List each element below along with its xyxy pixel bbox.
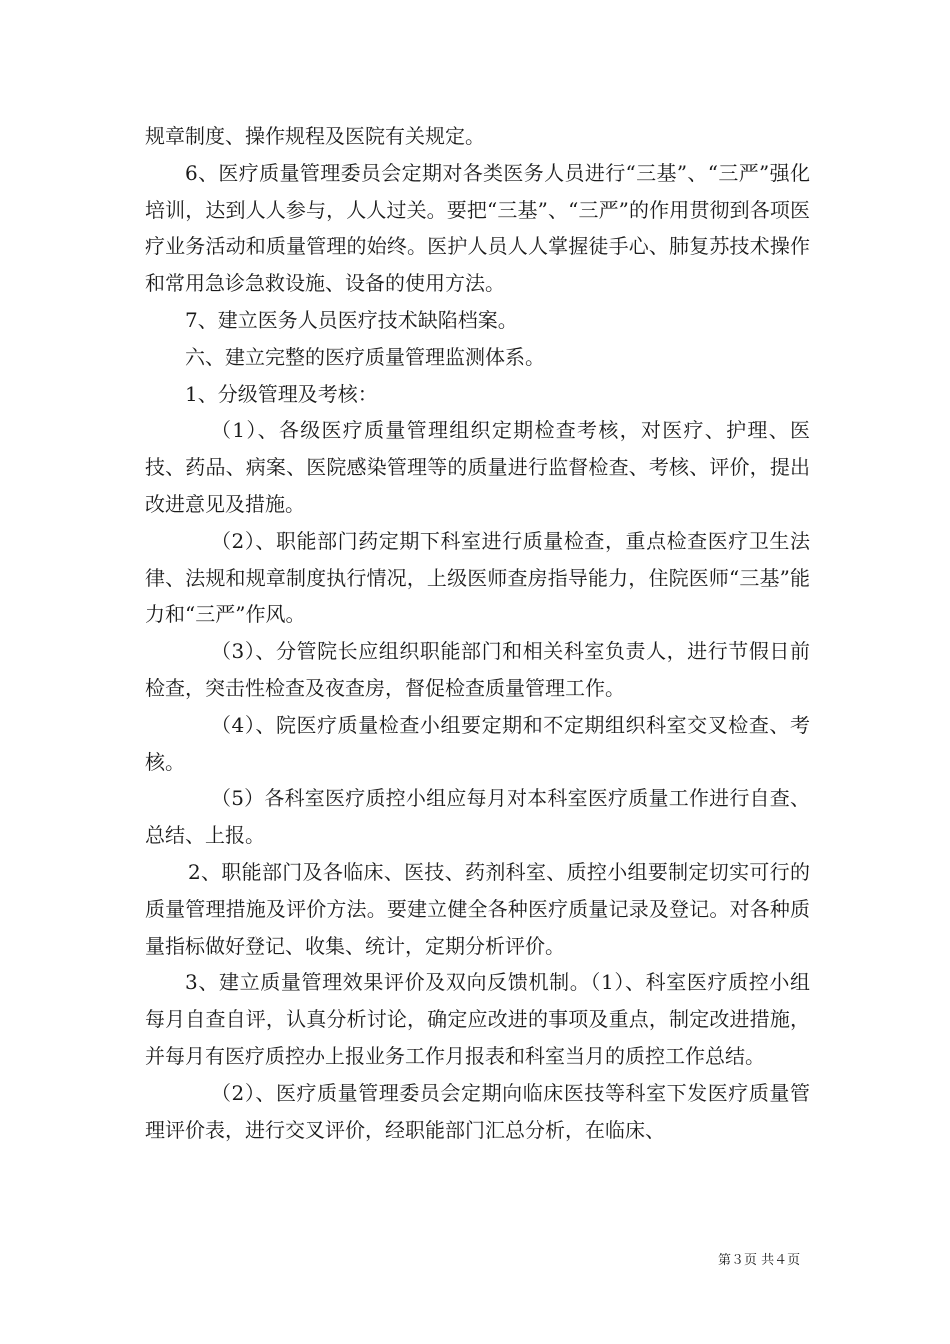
paragraph: （3）、分管院长应组织职能部门和相关科室负责人，进行节假日前检查，突击性检查及夜查房，督促检查质量管理工作。 <box>145 639 810 700</box>
paragraph: （4）、院医疗质量检查小组要定期和不定期组织科室交叉检查、考核。 <box>145 712 810 774</box>
paragraph: 3、建立质量管理效果评价及双向反馈机制。（1）、科室医疗质控小组每月自查自评，认真分析讨论，确定应改进的事项及重点，制定改进措施，并每月有医疗质控办上报业务工作月报表和科室当月的质控工作总结。 <box>145 970 810 1068</box>
paragraph: （2）、医疗质量管理委员会定期向临床医技等科室下发医疗质量管理评价表，进行交叉评价，经职能部门汇总分析，在临床、 <box>145 1080 810 1142</box>
paragraph: （1）、各级医疗质量管理组织定期检查考核，对医疗、护理、医技、药品、病案、医院感染管理等的质量进行监督检查、考核、评价，提出改进意见及措施。 <box>145 418 810 516</box>
paragraph: 六、建立完整的医疗质量管理监测体系。 <box>185 344 545 369</box>
paragraph: （2）、职能部门药定期下科室进行质量检查，重点检查医疗卫生法律、法规和规章制度执行情况，上级医师查房指导能力，住院医师“三基”能力和“三严”作风。 <box>145 528 810 627</box>
paragraph: 2、职能部门及各临床、医技、药剂科室、质控小组要制定切实可行的质量管理措施及评价方法。要建立健全各种医疗质量记录及登记。对各种质量指标做好登记、收集、统计，定期分析评价。 <box>145 859 810 958</box>
paragraph: （5）各科室医疗质控小组应每月对本科室医疗质量工作进行自查、总结、上报。 <box>145 786 810 848</box>
paragraph: 1、分级管理及考核： <box>185 381 378 406</box>
paragraph: 6、医疗质量管理委员会定期对各类医务人员进行“三基”、“三严”强化培训，达到人人参与，人人过关。要把“三基”、“三严”的作用贯彻到各项医疗业务活动和质量管理的始终。医护人员人人掌握徒手心、肺复苏技术操作和常用急诊急救设施、设备的使用方法。 <box>145 160 810 296</box>
document-body <box>145 118 810 1148</box>
paragraph: 7、建立医务人员医疗技术缺陷档案。 <box>185 307 518 332</box>
page-number: 第３页 共４页 <box>718 1253 801 1268</box>
paragraph: 规章制度、操作规程及医院有关规定。 <box>145 124 485 148</box>
